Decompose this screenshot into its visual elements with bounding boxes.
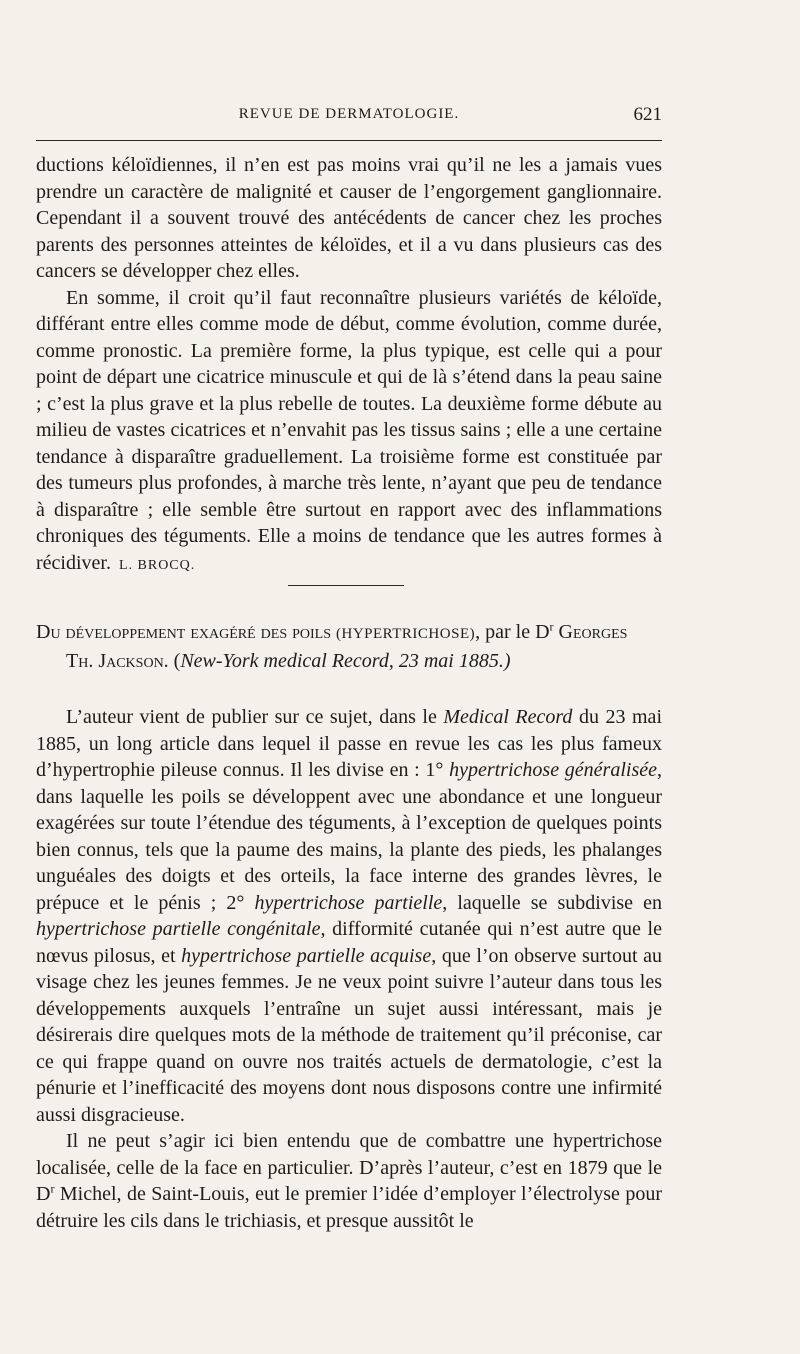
paragraph-text: En somme, il croit qu’il faut reconnaître plusieurs variétés de kéloïde, différant entre elles comme mode de début, comme évolution, comme durée, comme pronostic. La première forme, la plus typique, est celle qui a pour point de départ une cicatrice minuscule et qui de là s’étend dans la peau saine ; c’est la plus grave et la plus rebelle de toutes. La deuxième forme débute au milieu de vastes cicatrices et n’envahit pas les tissus sains ; elle a une certaine tendance à disparaître graduellement. La troisième forme est constituée par des tumeurs plus profondes, à marche très lente, n’ayant que peu de tendance à disparaître ; elle semble être surtout en rapport avec des inflammations chroniques des téguments. Elle a moins de tendance que les autres formes à récidiver.	[36, 286, 662, 574]
section-separator	[288, 585, 404, 586]
text: L’auteur vient de publier sur ce sujet, dans le	[66, 706, 444, 728]
article-title-line-1	[36, 619, 662, 648]
page-header	[36, 106, 662, 130]
title-sup: r	[549, 619, 554, 634]
title-text: , par le D	[475, 621, 550, 643]
term: hypertrichose partielle acquise	[181, 944, 432, 967]
header-rule	[36, 140, 662, 141]
text: , laquelle se subdivise en	[442, 891, 662, 914]
term: hypertrichose partielle	[254, 891, 443, 914]
journal-name: Medical Record	[443, 706, 573, 728]
term: hypertrichose généralisée	[449, 759, 657, 781]
text: , difformité cutanée qui n’est autre que le nœvus pilosus, et	[36, 918, 662, 967]
author-surname: Th. Jackson. (	[66, 649, 181, 672]
text: du 23 mai 1885, un long article dans lequel il passe en revue les cas les plus fameux d’hypertrophie pileuse connus. Il les divise en : 1°	[36, 706, 662, 781]
author-signature: L. BROCQ.	[118, 557, 196, 573]
source-journal: New-York medical Record	[180, 649, 389, 672]
title-paren: (HYPERTRICHOSE)	[336, 626, 476, 642]
title-text: Du développement exagéré des poils	[36, 621, 331, 643]
paragraph: ductions kéloïdiennes, il n’en est pas moins vrai qu’il ne les a jamais vues prendre un caractère de malignité et causer de l’engorgement ganglionnaire. Cependant il a souvent trouvé des antécédents de cancer chez les proches parents des personnes atteintes de kéloïdes, et il a vu dans plusieurs cas des cancers se développer chez elles.	[36, 154, 662, 282]
source-date: , 23 mai 1885.)	[388, 649, 511, 672]
paragraph	[36, 704, 662, 1128]
article-hypertrichose	[36, 619, 662, 1234]
author-name: Georges	[553, 621, 628, 643]
paragraph	[36, 1128, 662, 1234]
text: , que l’on observe surtout au visage chez les jeunes femmes. Je ne veux point suivre l’auteur dans tous les développements auxquels l’entraîne un sujet aussi intéressant, mais je désirerais dire quelques mots de la méthode de traitement qu’il préconise, car ce qui frappe quand on ouvre nos traités actuels de dermatologie, c’est la pénurie et l’inefficacité des moyens dont nous disposons contre une infirmité aussi disgracieuse.	[36, 944, 662, 1126]
running-title: REVUE DE DERMATOLOGIE.	[238, 106, 460, 122]
text: Michel, de Saint-Louis, eut le premier l’idée d’employer l’électrolyse pour détruire les cils dans le trichiasis, et presque aussitôt le	[36, 1183, 662, 1232]
text: Il ne peut s’agir ici bien entendu que de combattre une hypertrichose localisée, celle de la face en particulier. D’après l’auteur, c’est en 1879 que le D	[36, 1130, 662, 1205]
previous-article-end	[36, 152, 662, 579]
superscript: r	[50, 1181, 55, 1196]
paragraph	[36, 285, 662, 580]
page-number: 621	[633, 104, 662, 125]
article-title-line-2	[36, 648, 662, 675]
text: , dans laquelle les poils se développent avec une abondance et une longueur exagérées sur toute l’étendue des téguments, à l’exception de quelques points bien connus, tels que la paume des mains, la plante des pieds, les phalanges unguéales des doigts et des orteils, la face interne des grandes lèvres, le prépuce et le pénis ; 2°	[36, 759, 662, 914]
term: hypertrichose partielle congénitale	[36, 918, 321, 940]
